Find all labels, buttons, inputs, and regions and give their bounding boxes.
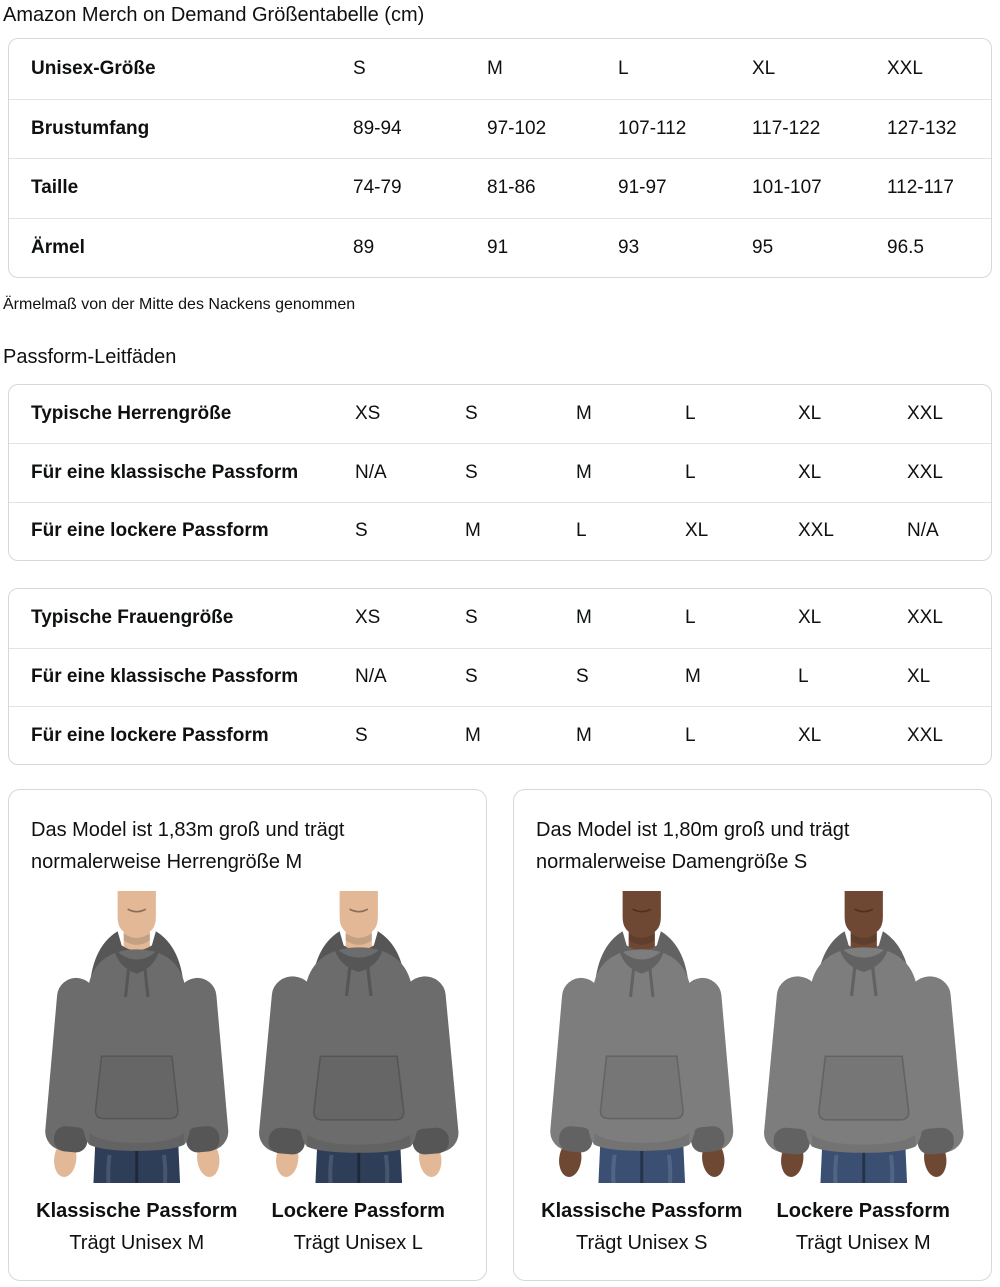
- size-cell: L: [685, 462, 696, 484]
- model-figure-loose-fit: [758, 891, 970, 1257]
- model-figure-classic-fit: [31, 891, 243, 1257]
- model-photo-classic-fit: [31, 891, 243, 1183]
- sleeve-measure-note: Ärmelmaß von der Mitte des Nackens genommen: [3, 296, 356, 313]
- row-label: Taille: [31, 177, 79, 199]
- table-row: [9, 443, 991, 501]
- size-cell: L: [685, 607, 696, 629]
- size-cell: S: [576, 666, 589, 688]
- size-cell: S: [465, 462, 478, 484]
- row-label: Brustumfang: [31, 117, 150, 139]
- women-model-card: [513, 789, 992, 1281]
- size-cell: XXL: [907, 607, 943, 629]
- table-row: [9, 502, 991, 560]
- size-cell: L: [576, 520, 587, 542]
- worn-size-label: Trägt Unisex L: [293, 1232, 423, 1255]
- model-description: Das Model ist 1,80m groß und trägt normalerweise Damengröße S: [536, 819, 850, 874]
- size-cell: 107-112: [618, 117, 687, 139]
- row-label: Ärmel: [31, 236, 85, 258]
- model-photo-loose-fit: [253, 891, 465, 1183]
- worn-size-label: Trägt Unisex S: [575, 1232, 708, 1255]
- unisex-size-table: [8, 38, 992, 278]
- model-photo-loose-fit: [758, 891, 970, 1183]
- size-cell: M: [576, 403, 592, 425]
- worn-size-label: Trägt Unisex M: [795, 1232, 931, 1255]
- model-figures: [536, 891, 969, 1257]
- size-cell: M: [465, 724, 481, 746]
- model-figure-loose-fit: [253, 891, 465, 1257]
- size-cell: M: [465, 520, 481, 542]
- size-cell: N/A: [907, 520, 939, 542]
- size-cell: XL: [752, 57, 776, 79]
- size-cell: M: [576, 724, 592, 746]
- women-fit-table: [8, 588, 992, 765]
- size-cell: L: [685, 724, 696, 746]
- table-row: [9, 39, 991, 99]
- model-description: Das Model ist 1,83m groß und trägt normalerweise Herrengröße M: [31, 819, 345, 874]
- size-cell: 127-132: [887, 117, 957, 139]
- table-row: [9, 99, 991, 159]
- size-cell: 91-97: [618, 177, 667, 199]
- size-cell: M: [487, 57, 503, 79]
- size-cell: L: [798, 666, 809, 688]
- size-cell: M: [685, 666, 701, 688]
- size-cell: S: [465, 403, 478, 425]
- fit-label: Klassische Passform: [36, 1200, 238, 1223]
- size-cell: XL: [798, 724, 822, 746]
- row-label: Typische Herrengröße: [31, 403, 232, 425]
- size-cell: 81-86: [487, 177, 536, 199]
- size-cell: S: [465, 607, 478, 629]
- size-cell: N/A: [355, 462, 387, 484]
- size-cell: XS: [355, 607, 381, 629]
- row-label: Unisex-Größe: [31, 57, 156, 79]
- worn-size-label: Trägt Unisex M: [69, 1232, 205, 1255]
- size-cell: XXL: [798, 520, 834, 542]
- row-label: Für eine klassische Passform: [31, 666, 299, 688]
- size-cell: 91: [487, 236, 509, 258]
- size-cell: 93: [618, 236, 640, 258]
- size-cell: L: [618, 57, 629, 79]
- row-label: Für eine lockere Passform: [31, 724, 269, 746]
- size-cell: S: [355, 520, 368, 542]
- fit-label: Klassische Passform: [541, 1200, 743, 1223]
- model-figure-classic-fit: [536, 891, 748, 1257]
- row-label: Für eine lockere Passform: [31, 520, 269, 542]
- size-guide-page: [0, 2, 1000, 1281]
- men-fit-table: [8, 384, 992, 561]
- row-label: Für eine klassische Passform: [31, 462, 299, 484]
- table-row: [9, 158, 991, 218]
- size-cell: N/A: [355, 666, 387, 688]
- size-cell: 74-79: [353, 177, 402, 199]
- size-cell: 95: [752, 236, 774, 258]
- size-cell: XXL: [907, 724, 943, 746]
- size-cell: 96.5: [887, 236, 924, 258]
- fit-label: Lockere Passform: [271, 1200, 445, 1223]
- size-cell: L: [685, 403, 696, 425]
- size-cell: 89-94: [353, 117, 402, 139]
- size-cell: 117-122: [752, 117, 821, 139]
- size-cell: XL: [798, 462, 822, 484]
- page-title: Amazon Merch on Demand Größentabelle (cm): [3, 4, 425, 26]
- model-photo-classic-fit: [536, 891, 748, 1183]
- size-cell: 112-117: [887, 177, 954, 199]
- size-cell: XL: [685, 520, 709, 542]
- size-cell: XXL: [907, 403, 943, 425]
- size-cell: S: [465, 666, 478, 688]
- size-cell: XL: [907, 666, 931, 688]
- fit-guides-heading: Passform-Leitfäden: [3, 346, 177, 368]
- table-row: [9, 218, 991, 278]
- size-cell: M: [576, 462, 592, 484]
- size-cell: 89: [353, 236, 375, 258]
- size-cell: XL: [798, 607, 822, 629]
- size-cell: S: [353, 57, 366, 79]
- table-row: [9, 589, 991, 647]
- model-cards: [8, 789, 992, 1281]
- table-row: [9, 648, 991, 706]
- size-cell: S: [355, 724, 368, 746]
- size-cell: 97-102: [487, 117, 547, 139]
- table-row: [9, 706, 991, 764]
- fit-label: Lockere Passform: [776, 1200, 950, 1223]
- size-cell: XL: [798, 403, 822, 425]
- size-cell: XXL: [907, 462, 943, 484]
- size-cell: 101-107: [752, 177, 822, 199]
- size-cell: XXL: [887, 57, 923, 79]
- model-figures: [31, 891, 464, 1257]
- men-model-card: [8, 789, 487, 1281]
- table-row: [9, 385, 991, 443]
- row-label: Typische Frauengröße: [31, 607, 234, 629]
- size-cell: M: [576, 607, 592, 629]
- size-cell: XS: [355, 403, 381, 425]
